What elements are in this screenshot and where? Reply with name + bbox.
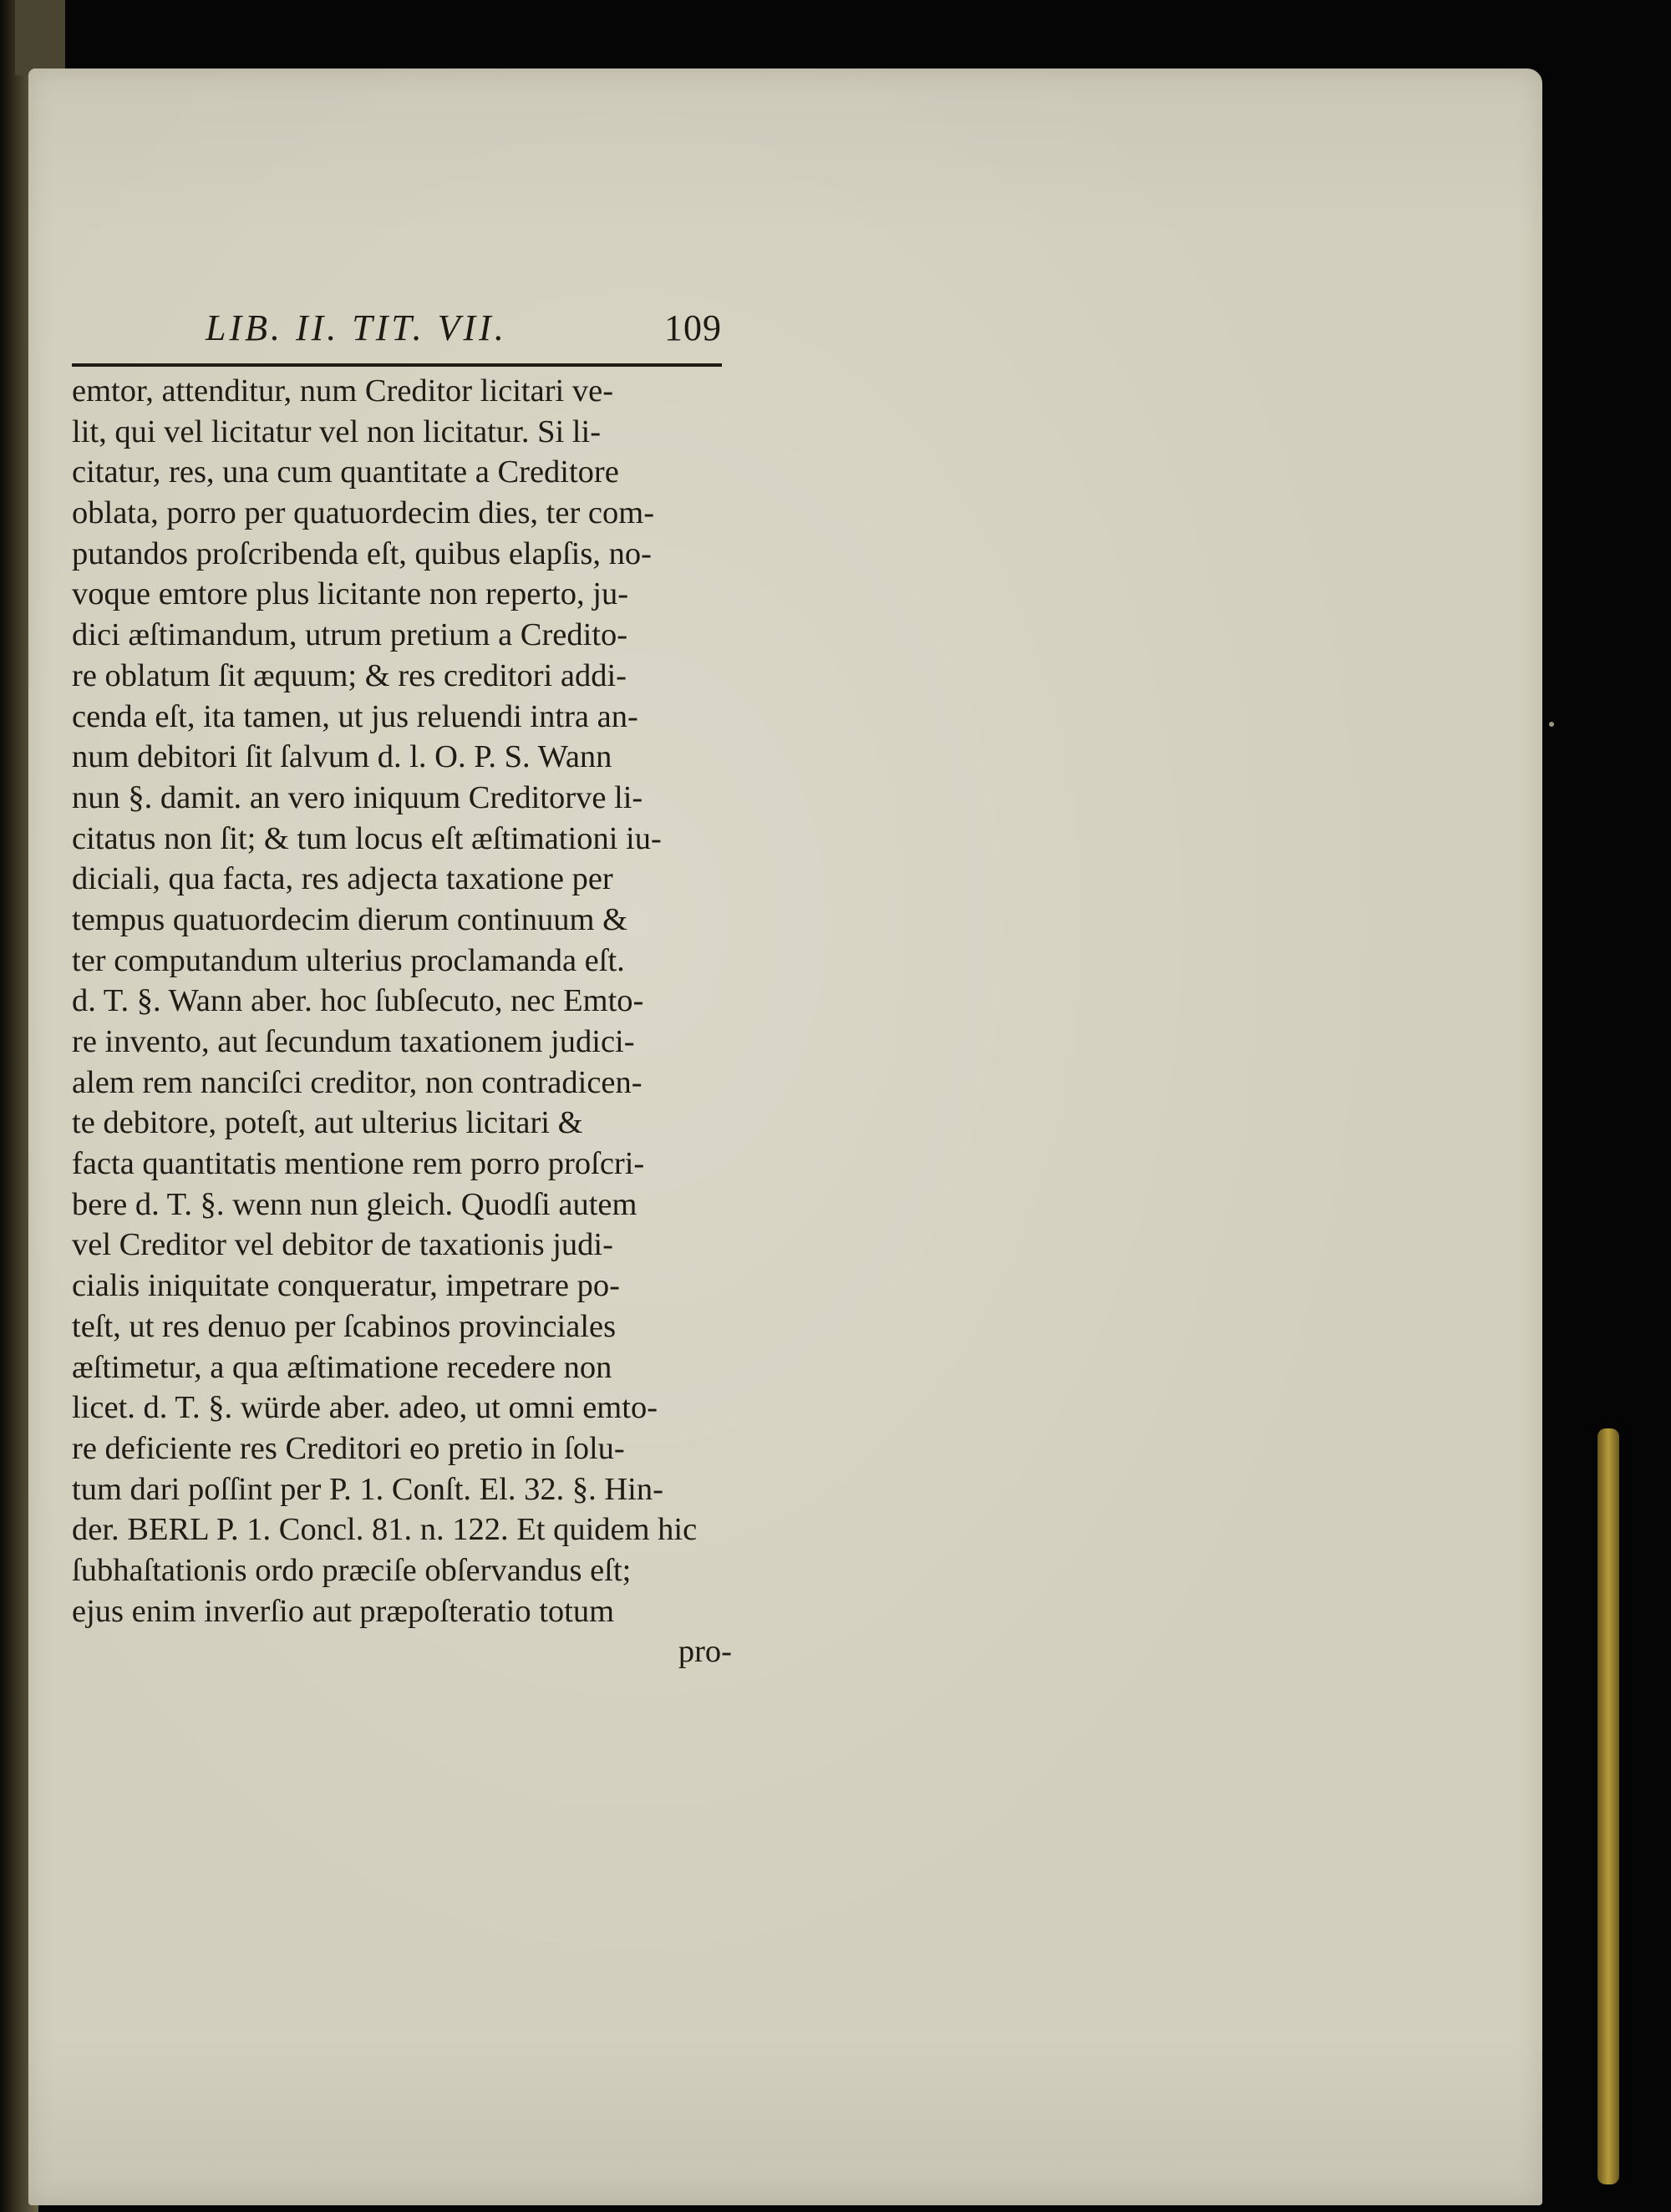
text-line: diciali, qua facta, res adjecta taxatione per: [72, 861, 613, 897]
text-line: facta quantitatis mentione rem porro proſcri-: [72, 1146, 645, 1182]
text-line: ter computandum ulterius proclamanda eſt.: [72, 942, 625, 978]
header-rule: [72, 363, 722, 367]
text-line: citatur, res, una cum quantitate a Creditore: [72, 454, 619, 490]
text-line: voque emtore plus licitante non reperto, ju-: [72, 576, 629, 612]
text-line: nun §. damit. an vero iniquum Creditorve li-: [72, 779, 643, 815]
text-line: putandos proſcribenda eſt, quibus elapſis, no-: [72, 535, 652, 571]
text-line: teſt, ut res denuo per ſcabinos provinciales: [72, 1308, 617, 1344]
text-line: oblata, porro per quatuordecim dies, ter com-: [72, 495, 655, 531]
text-line: tum dari poſſint per P. 1. Conſt. El. 32. §. Hin-: [72, 1471, 663, 1507]
speck: [1549, 722, 1554, 727]
body-text: [72, 371, 732, 1672]
page-edge-tab: [15, 0, 65, 75]
text-line: te debitore, poteſt, aut ulterius licitari &: [72, 1105, 583, 1141]
text-line: vel Creditor vel debitor de taxationis judi-: [72, 1227, 613, 1263]
text-line: ſubhaſtationis ordo præciſe obſervandus eſt;: [72, 1552, 632, 1588]
text-line: re invento, aut ſecundum taxationem judici-: [72, 1024, 635, 1059]
text-line: lit, qui vel licitatur vel non licitatur. Si li-: [72, 413, 602, 449]
page-number: 109: [664, 307, 722, 348]
catchword: pro-: [678, 1634, 732, 1670]
text-line: ejus enim inverſio aut præpoſteratio totum: [72, 1593, 615, 1629]
text-line: num debitori ſit ſalvum d. l. O. P. S. Wann: [72, 739, 612, 775]
text-line: bere d. T. §. wenn nun gleich. Quodſi autem: [72, 1186, 637, 1222]
text-line: re oblatum ſit æquum; & res creditori addi-: [72, 657, 627, 693]
text-line: dici æſtimandum, utrum pretium a Credito-: [72, 617, 628, 653]
running-title: LIB. II. TIT. VII.: [206, 307, 507, 348]
text-line: d. T. §. Wann aber. hoc ſubſecuto, nec Emto-: [72, 983, 644, 1019]
text-line: cialis iniquitate conqueratur, impetrare po-: [72, 1268, 620, 1304]
book-page: [28, 68, 1542, 2205]
text-line: emtor, attenditur, num Creditor licitari ve-: [72, 373, 614, 408]
text-line: licet. d. T. §. würde aber. adeo, ut omni emto-: [72, 1390, 658, 1426]
book-edge-strip: [1597, 1428, 1619, 2184]
text-line: tempus quatuordecim dierum continuum &: [72, 901, 628, 937]
text-line: der. BERL P. 1. Concl. 81. n. 122. Et quidem hic: [72, 1512, 698, 1548]
text-line: æſtimetur, a qua æſtimatione recedere non: [72, 1349, 612, 1385]
text-line: citatus non ſit; & tum locus eſt æſtimationi iu-: [72, 820, 662, 856]
text-line: cenda eſt, ita tamen, ut jus reluendi intra an-: [72, 698, 638, 734]
text-line: re deficiente res Creditori eo pretio in ſolu-: [72, 1430, 625, 1466]
page-header: [187, 307, 722, 357]
text-line: alem rem nanciſci creditor, non contradicen-: [72, 1064, 642, 1100]
